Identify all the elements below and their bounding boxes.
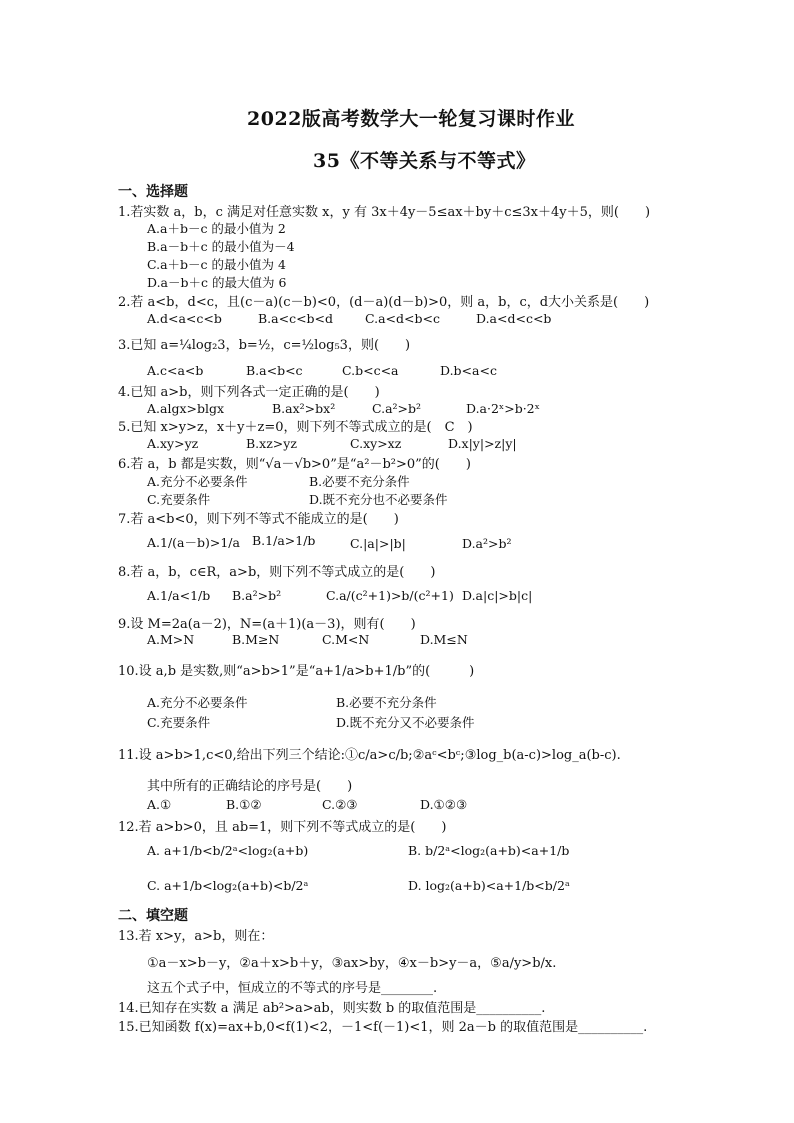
question-10-option-c: C.充要条件 xyxy=(147,715,211,730)
question-8-option-a: A.1/a<1/b xyxy=(147,588,211,603)
question-6-option-a: A.充分不必要条件 xyxy=(147,474,248,489)
question-15-stem: 15.已知函数 f(x)=ax+b,0<f(1)<2，－1<f(－1)<1，则 2a－b 的取值范围是__________. xyxy=(118,1020,648,1035)
question-12-option-d: D. log₂(a+b)<a+1/b<b/2ᵃ xyxy=(408,878,570,893)
question-9-option-c: C.M<N xyxy=(322,632,370,647)
question-9-option-a: A.M>N xyxy=(147,632,195,647)
question-11-stem-2: 其中所有的正确结论的序号是( ) xyxy=(147,779,353,794)
question-7-option-b: B.1/a>1/b xyxy=(252,533,316,548)
question-7-stem: 7.若 a<b<0，则下列不等式不能成立的是( ) xyxy=(118,512,399,527)
question-6-option-b: B.必要不充分条件 xyxy=(309,474,410,489)
question-9-option-d: D.M≤N xyxy=(420,632,468,647)
question-13-items: ①a－x>b－y，②a＋x>b＋y，③ax>by，④x－b>y－a，⑤a/y>b/x. xyxy=(147,956,557,971)
question-4-option-a: A.algx>blgx xyxy=(147,401,225,416)
question-2-option-c: C.a<d<b<c xyxy=(365,311,440,326)
question-5-option-d: D.x|y|>z|y| xyxy=(448,436,517,451)
question-3-option-c: C.b<c<a xyxy=(342,363,399,378)
question-4-option-b: B.ax²>bx² xyxy=(272,401,336,416)
question-3-option-b: B.a<b<c xyxy=(246,363,303,378)
question-13-stem-2: 这五个式子中，恒成立的不等式的序号是________. xyxy=(147,981,438,996)
page-title: 2022版高考数学大一轮复习课时作业 xyxy=(247,108,575,130)
question-6-option-d: D.既不充分也不必要条件 xyxy=(309,492,448,507)
question-1-stem: 1.若实数 a，b，c 满足对任意实数 x，y 有 3x＋4y－5≤ax＋by＋c≤3x＋4y＋5，则( ) xyxy=(118,205,651,220)
question-11-option-a: A.① xyxy=(147,797,172,812)
section-choice-heading: 一、选择题 xyxy=(118,184,188,200)
question-11-stem: 11.设 a>b>1,c<0,给出下列三个结论:①c/a>c/b;②aᶜ<bᶜ;③log_b(a-c)>log_a(b-c). xyxy=(118,748,621,763)
question-11-option-c: C.②③ xyxy=(322,797,358,812)
question-12-stem: 12.若 a>b>0，且 ab=1，则下列不等式成立的是( ) xyxy=(118,820,447,835)
question-2-option-a: A.d<a<c<b xyxy=(147,311,222,326)
question-11-option-d: D.①②③ xyxy=(420,797,468,812)
question-10-stem: 10.设 a,b 是实数,则“a>b>1”是“a+1/a>b+1/b”的( ) xyxy=(118,664,475,679)
question-12-option-c: C. a+1/b<log₂(a+b)<b/2ᵃ xyxy=(147,878,309,893)
question-9-stem: 9.设 M=2a(a－2)，N=(a＋1)(a－3)，则有( ) xyxy=(118,617,416,632)
question-1-option-b: B.a－b＋c 的最小值为－4 xyxy=(147,239,295,254)
question-10-option-b: B.必要不充分条件 xyxy=(336,695,437,710)
question-10-option-d: D.既不充分又不必要条件 xyxy=(336,715,475,730)
question-8-option-b: B.a²>b² xyxy=(232,588,282,603)
question-7-option-a: A.1/(a－b)>1/a xyxy=(147,535,240,550)
question-1-option-c: C.a＋b－c 的最小值为 4 xyxy=(147,257,286,272)
question-1-option-d: D.a－b＋c 的最大值为 6 xyxy=(147,275,287,290)
question-12-option-a: A. a+1/b<b/2ᵃ<log₂(a+b) xyxy=(147,843,309,858)
question-5-option-c: C.xy>xz xyxy=(350,436,402,451)
question-2-option-b: B.a<c<b<d xyxy=(258,311,334,326)
question-4-stem: 4.已知 a>b，则下列各式一定正确的是( ) xyxy=(118,385,380,400)
question-5-option-a: A.xy>yz xyxy=(147,436,199,451)
question-10-option-a: A.充分不必要条件 xyxy=(147,695,248,710)
question-3-option-d: D.b<a<c xyxy=(440,363,497,378)
question-11-option-b: B.①② xyxy=(226,797,262,812)
question-9-option-b: B.M≥N xyxy=(232,632,280,647)
section-fill-heading: 二、填空题 xyxy=(118,908,188,924)
question-3-option-a: A.c<a<b xyxy=(147,363,204,378)
question-4-option-d: D.a·2ˣ>b·2ˣ xyxy=(466,401,540,416)
page-subtitle: 35《不等关系与不等式》 xyxy=(313,150,536,172)
question-5-option-b: B.xz>yz xyxy=(246,436,297,451)
question-13-stem: 13.若 x>y，a>b，则在： xyxy=(118,929,274,944)
question-7-option-c: C.|a|>|b| xyxy=(350,536,406,551)
question-12-option-b: B. b/2ᵃ<log₂(a+b)<a+1/b xyxy=(408,843,570,858)
question-6-stem: 6.若 a，b 都是实数，则“√a－√b>0”是“a²－b²>0”的( ) xyxy=(118,457,471,472)
question-6-option-c: C.充要条件 xyxy=(147,492,211,507)
question-8-option-d: D.a|c|>b|c| xyxy=(462,588,533,603)
question-14-stem: 14.已知存在实数 a 满足 ab²>a>ab，则实数 b 的取值范围是__________. xyxy=(118,1001,546,1016)
question-8-stem: 8.若 a，b，c∈R，a>b，则下列不等式成立的是( ) xyxy=(118,565,436,580)
question-7-option-d: D.a²>b² xyxy=(462,536,512,551)
question-1-option-a: A.a＋b－c 的最小值为 2 xyxy=(147,221,286,236)
question-2-stem: 2.若 a<b，d<c，且(c－a)(c－b)<0，(d－a)(d－b)>0，则 a，b，c，d大小关系是( ) xyxy=(118,295,650,310)
question-5-stem: 5.已知 x>y>z，x＋y＋z=0，则下列不等式成立的是( C ) xyxy=(118,420,473,435)
question-4-option-c: C.a²>b² xyxy=(372,401,422,416)
question-3-stem: 3.已知 a=¼log₂3，b=½，c=½log₅3，则( ) xyxy=(118,338,411,353)
question-8-option-c: C.a/(c²+1)>b/(c²+1) xyxy=(326,588,454,603)
question-2-option-d: D.a<d<c<b xyxy=(476,311,552,326)
